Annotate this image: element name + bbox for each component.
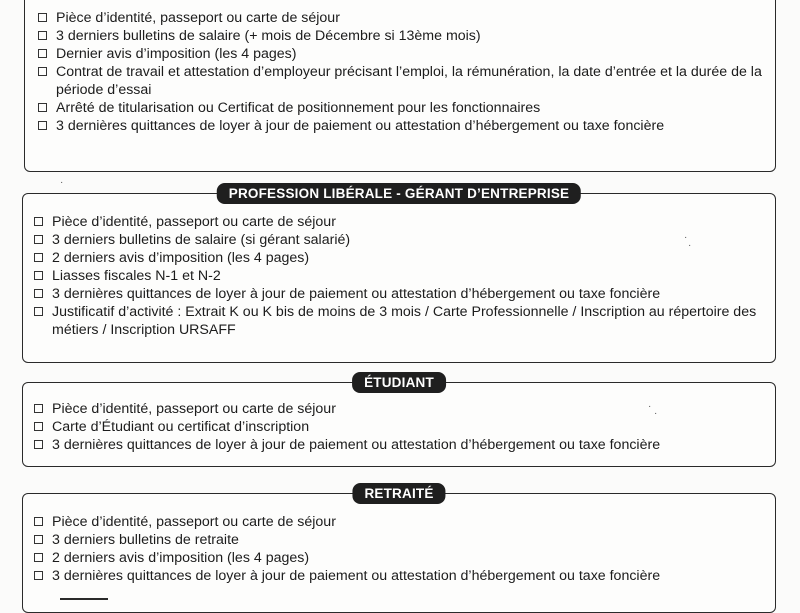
- checklist-item: [34, 567, 769, 585]
- checkbox-icon[interactable]: [34, 253, 43, 262]
- checklist-item: [34, 231, 769, 249]
- checkbox-icon[interactable]: [34, 307, 43, 316]
- checklist-item: [38, 117, 768, 135]
- checkbox-icon[interactable]: [38, 121, 47, 130]
- section-title: PROFESSION LIBÉRALE - GÉRANT D’ENTREPRISE: [217, 183, 581, 204]
- checkbox-icon[interactable]: [34, 289, 43, 298]
- checklist-item: [34, 513, 769, 531]
- checklist: [34, 400, 769, 454]
- item-label: 3 derniers bulletins de salaire (+ mois de Décembre si 13ème mois): [56, 28, 481, 44]
- checklist-item: [34, 249, 769, 267]
- scan-speck: ·: [684, 232, 688, 243]
- checklist-item: [34, 285, 769, 303]
- checklist-item: [38, 63, 776, 99]
- item-label: Justificatif d’activité : Extrait K ou K bis de moins de 3 mois / Carte Professionnelle / Inscription au répertoire des métiers / Inscription URSAFF: [52, 304, 757, 338]
- checkbox-icon[interactable]: [34, 235, 43, 244]
- item-label: 3 dernières quittances de loyer à jour de paiement ou attestation d’hébergement ou taxe foncière: [56, 118, 665, 134]
- item-label: Pièce d’identité, passeport ou carte de séjour: [52, 514, 336, 530]
- item-label: Arrêté de titularisation ou Certificat de positionnement pour les fonctionnaires: [56, 100, 541, 116]
- checklist: [34, 513, 769, 585]
- checklist-item: [34, 531, 769, 549]
- section-title: ÉTUDIANT: [352, 372, 446, 393]
- scan-speck: ·: [654, 408, 658, 419]
- item-label: Pièce d’identité, passeport ou carte de séjour: [52, 401, 336, 417]
- checkbox-icon[interactable]: [34, 217, 43, 226]
- checklist-item: [34, 549, 769, 567]
- checklist-item: [34, 267, 769, 285]
- section-profession-liberale: [22, 186, 776, 363]
- checkbox-icon[interactable]: [38, 67, 47, 76]
- checkbox-icon[interactable]: [34, 404, 43, 413]
- section-employee: [24, 0, 776, 172]
- item-label: Carte d’Étudiant ou certificat d’inscription: [52, 419, 310, 435]
- checklist-item: [34, 213, 769, 231]
- scan-speck: ·: [60, 177, 64, 188]
- scan-speck: ·: [688, 240, 692, 251]
- checkbox-icon[interactable]: [38, 13, 47, 22]
- checklist-item: [38, 27, 768, 45]
- item-label: Dernier avis d’imposition (les 4 pages): [56, 46, 297, 62]
- checklist-item: [34, 303, 772, 339]
- checklist-item: [38, 45, 768, 63]
- checklist-item: [34, 436, 769, 454]
- checklist-item: [34, 400, 769, 418]
- item-label: Liasses fiscales N-1 et N-2: [52, 268, 221, 284]
- item-label: 3 dernières quittances de loyer à jour de paiement ou attestation d’hébergement ou taxe foncière: [52, 437, 661, 453]
- item-label: 2 derniers avis d’imposition (les 4 pages): [52, 550, 310, 566]
- item-label: 3 dernières quittances de loyer à jour de paiement ou attestation d’hébergement ou taxe foncière: [52, 286, 661, 302]
- checklist-item: [34, 418, 769, 436]
- checkbox-icon[interactable]: [38, 31, 47, 40]
- scan-speck: ·: [648, 401, 652, 412]
- item-label: Pièce d’identité, passeport ou carte de séjour: [56, 10, 340, 26]
- item-label: 2 derniers avis d’imposition (les 4 pages): [52, 250, 310, 266]
- item-label: 3 derniers bulletins de salaire (si gérant salarié): [52, 232, 351, 248]
- checkbox-icon[interactable]: [34, 535, 43, 544]
- checklist-item: [38, 9, 768, 27]
- checkbox-icon[interactable]: [38, 103, 47, 112]
- section-title: RETRAITÉ: [352, 483, 445, 504]
- section-etudiant: [22, 375, 776, 467]
- checkbox-icon[interactable]: [38, 49, 47, 58]
- checkbox-icon[interactable]: [34, 271, 43, 280]
- checklist: [38, 9, 768, 135]
- checklist-item: [38, 99, 768, 117]
- checkbox-icon[interactable]: [34, 422, 43, 431]
- checkbox-icon[interactable]: [34, 571, 43, 580]
- checkbox-icon[interactable]: [34, 440, 43, 449]
- item-label: Pièce d’identité, passeport ou carte de séjour: [52, 214, 336, 230]
- item-label: 3 derniers bulletins de retraite: [52, 532, 239, 548]
- item-label: 3 dernières quittances de loyer à jour de paiement ou attestation d’hébergement ou taxe foncière: [52, 568, 661, 584]
- checkbox-icon[interactable]: [34, 517, 43, 526]
- checkbox-icon[interactable]: [34, 553, 43, 562]
- checklist: [34, 213, 769, 339]
- item-label: Contrat de travail et attestation d’employeur précisant l’emploi, la rémunération, la date d’entrée et la durée de la période d’essai: [56, 64, 762, 98]
- section-retraite: [22, 486, 776, 613]
